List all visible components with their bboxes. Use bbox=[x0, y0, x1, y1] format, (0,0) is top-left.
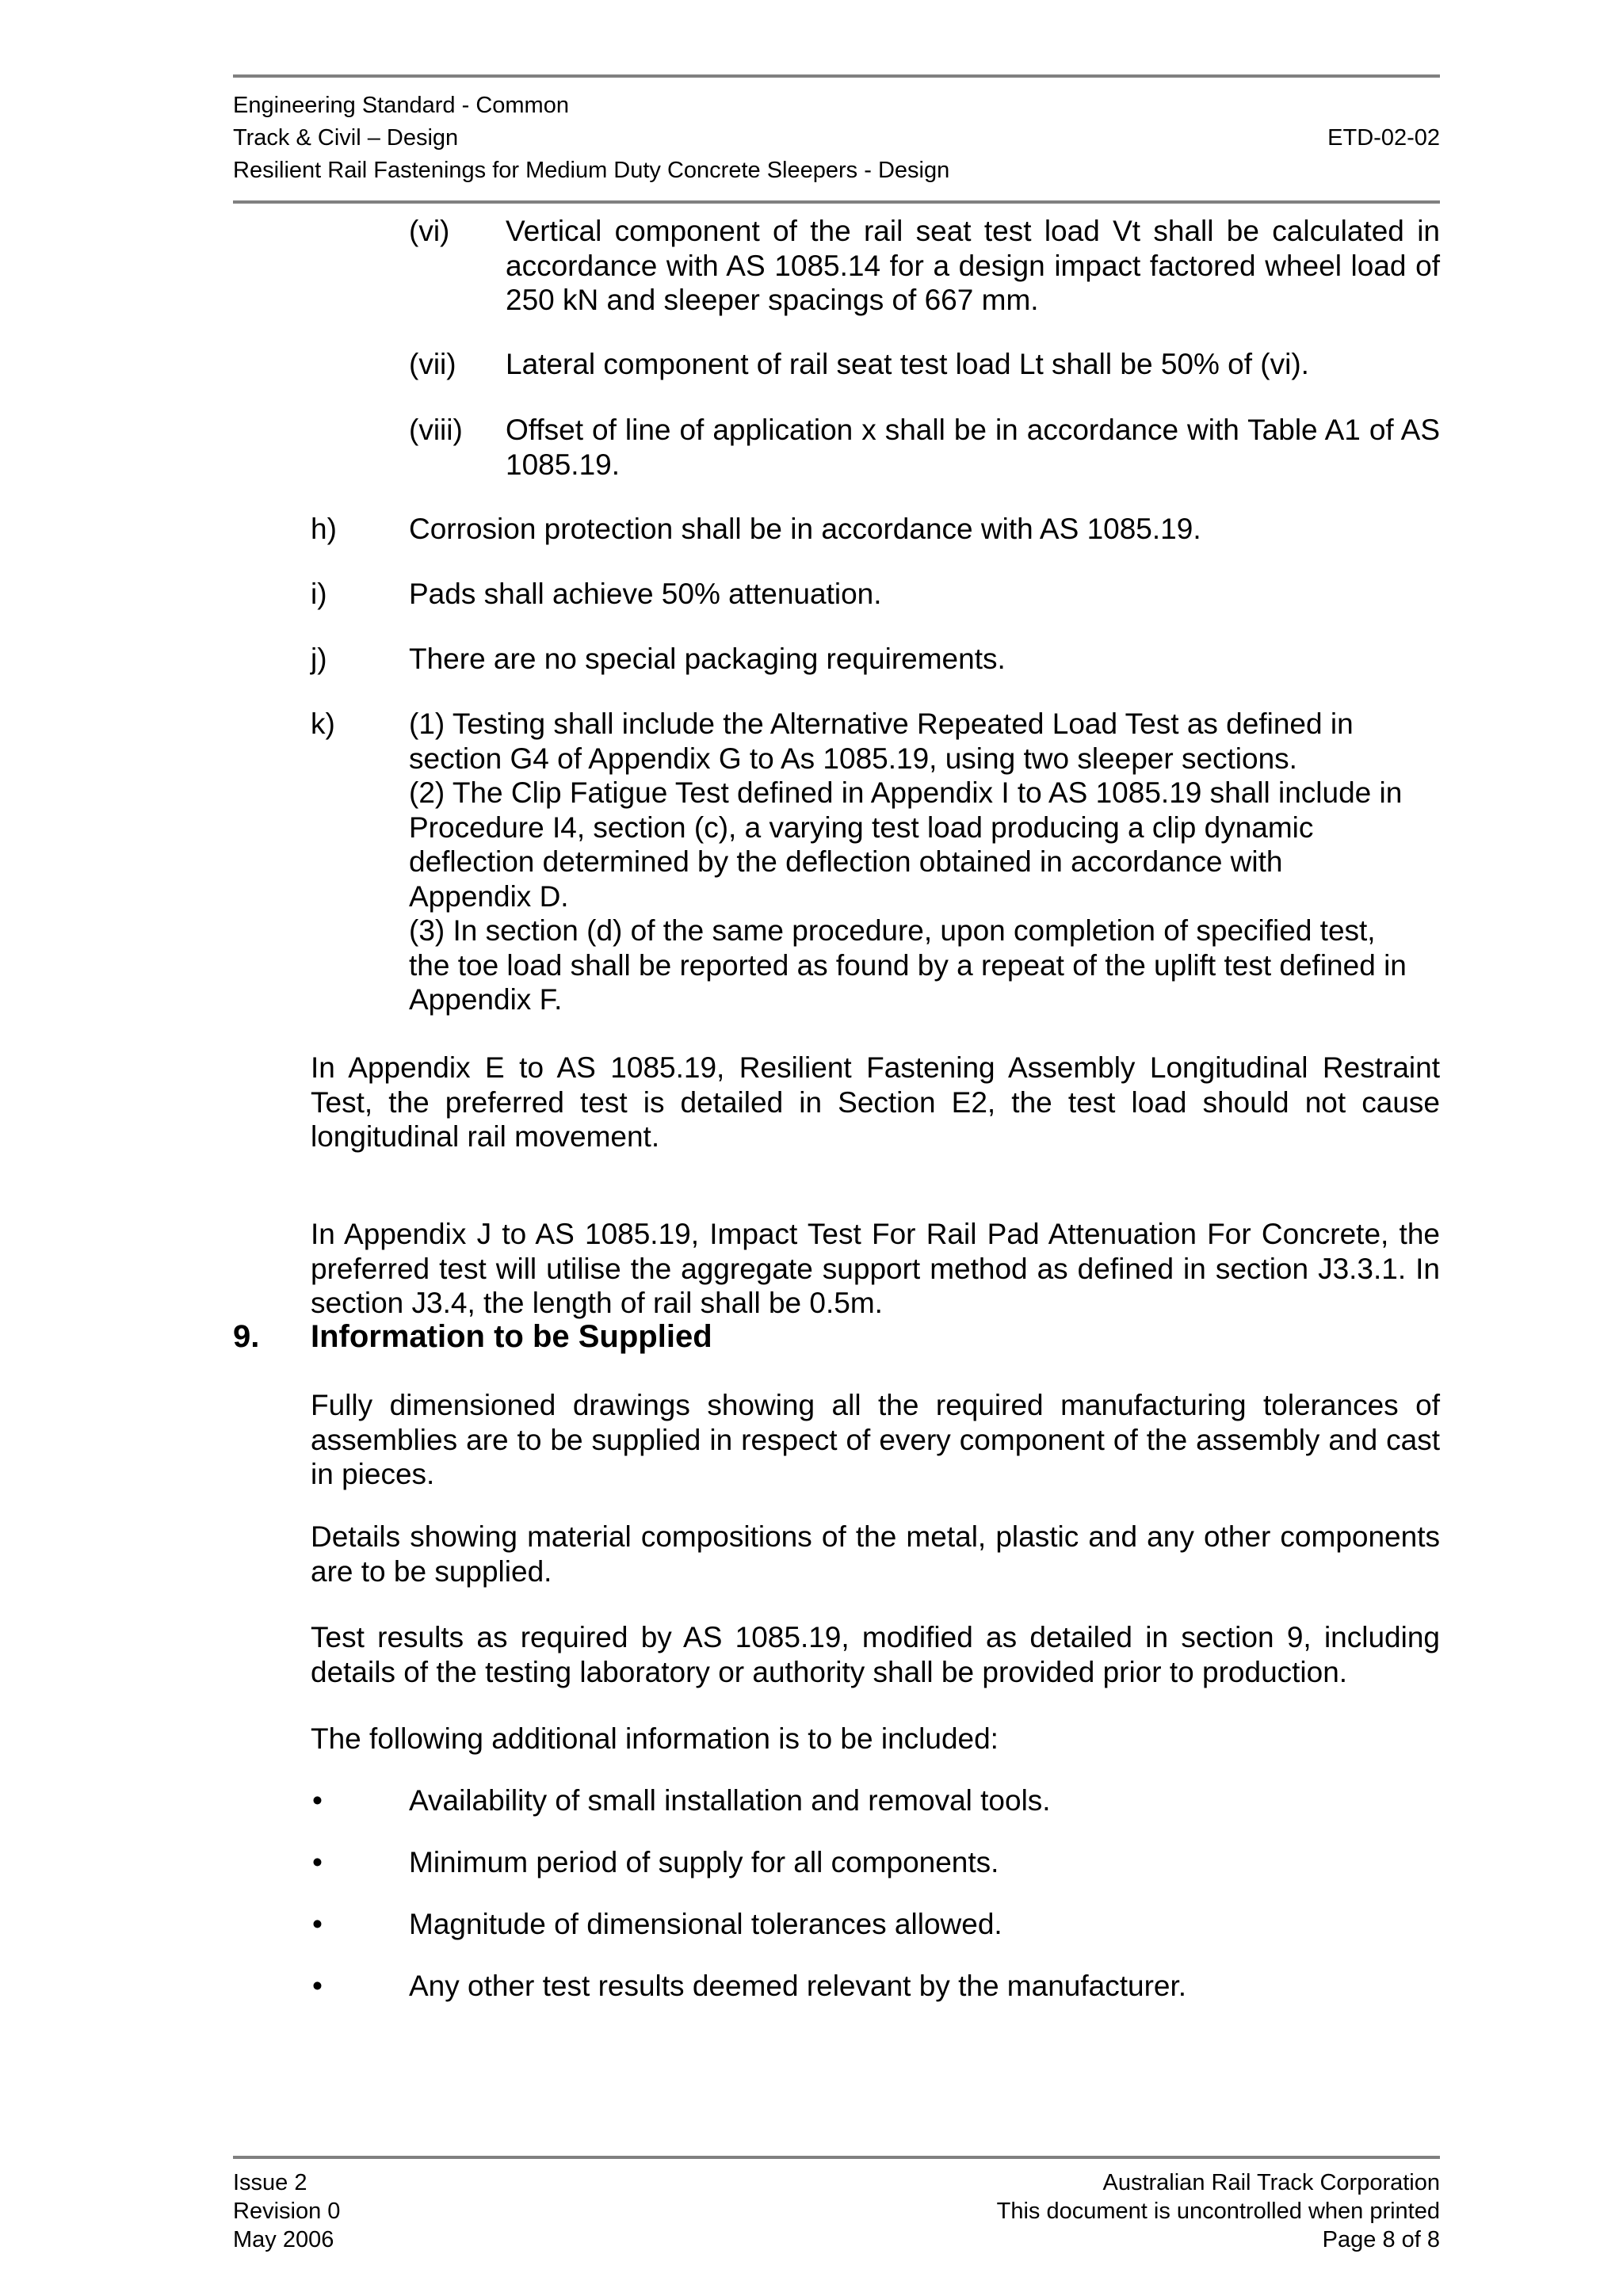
sub-item-label: (vi) bbox=[409, 215, 450, 247]
item-k-line: Procedure I4, section (c), a varying test load producing a clip dynamic bbox=[409, 810, 1314, 844]
item-k-line: the toe load shall be reported as found by a repeat of the uplift test defined in bbox=[409, 948, 1407, 982]
bullet-dot: • bbox=[312, 1970, 323, 2002]
item-k-line: section G4 of Appendix G to As 1085.19, using two sleeper sections. bbox=[409, 742, 1297, 775]
footer-notice: This document is uncontrolled when printed bbox=[996, 2199, 1440, 2224]
bullet-text: Availability of small installation and removal tools. bbox=[409, 1784, 1051, 1817]
section-title: Information to be Supplied bbox=[311, 1319, 712, 1354]
bullet-dot: • bbox=[312, 1846, 323, 1878]
bullet-dot: • bbox=[312, 1908, 323, 1940]
bullet-dot: • bbox=[312, 1784, 323, 1817]
item-text: There are no special packaging requirements. bbox=[409, 643, 1006, 675]
footer-rule bbox=[233, 2156, 1440, 2159]
footer-date: May 2006 bbox=[233, 2227, 334, 2252]
header-top-rule bbox=[233, 74, 1440, 78]
bullet-text: Minimum period of supply for all components. bbox=[409, 1846, 999, 1878]
item-label: h) bbox=[311, 513, 337, 545]
item-k-line: deflection determined by the deflection obtained in accordance with bbox=[409, 845, 1283, 878]
header-bottom-rule bbox=[233, 200, 1440, 204]
sub-item-label: (viii) bbox=[409, 414, 463, 446]
paragraph: The following additional information is to be included: bbox=[311, 1722, 999, 1755]
item-k-line: (2) The Clip Fatigue Test defined in Appendix I to AS 1085.19 shall include in bbox=[409, 776, 1403, 809]
item-k-text bbox=[409, 707, 1440, 1017]
item-text: Pads shall achieve 50% attenuation. bbox=[409, 578, 882, 610]
sub-item-label: (vii) bbox=[409, 348, 456, 380]
item-label: k) bbox=[311, 707, 335, 740]
footer-right bbox=[997, 2168, 1440, 2254]
footer-page-number: Page 8 of 8 bbox=[1322, 2227, 1440, 2252]
paragraph: In Appendix J to AS 1085.19, Impact Test For Rail Pad Attenuation For Concrete, the preferred test will utilise the aggregate support method as defined in section J3.3.1. In section J3.4, the length of rail shall be 0.5m. bbox=[311, 1218, 1440, 1319]
footer-org: Australian Rail Track Corporation bbox=[1102, 2170, 1440, 2195]
paragraph: In Appendix E to AS 1085.19, Resilient Fastening Assembly Longitudinal Restraint Test, the preferred test is detailed in Section E2, the test load should not cause longitudinal rail movement. bbox=[311, 1051, 1440, 1153]
footer-revision: Revision 0 bbox=[233, 2199, 341, 2224]
footer-left bbox=[233, 2168, 340, 2254]
item-label: i) bbox=[311, 578, 327, 610]
item-k-line: (3) In section (d) of the same procedure, upon completion of specified test, bbox=[409, 914, 1376, 947]
bullet-text: Magnitude of dimensional tolerances allowed. bbox=[409, 1908, 1002, 1940]
header-line-2: Track & Civil – Design bbox=[233, 125, 459, 151]
sub-item-text: Offset of line of application x shall be in accordance with Table A1 of AS 1085.19. bbox=[506, 414, 1440, 481]
header-line-3: Resilient Rail Fastenings for Medium Duty Concrete Sleepers - Design bbox=[233, 158, 950, 183]
paragraph: Details showing material compositions of the metal, plastic and any other components are to be supplied. bbox=[311, 1520, 1440, 1588]
paragraph: Fully dimensioned drawings showing all the required manufacturing tolerances of assemblies are to be supplied in respect of every component of the assembly and cast in pieces. bbox=[311, 1389, 1440, 1490]
sub-item-text: Lateral component of rail seat test load Lt shall be 50% of (vi). bbox=[506, 348, 1309, 380]
paragraph: Test results as required by AS 1085.19, modified as detailed in section 9, including details of the testing laboratory or authority shall be provided prior to production. bbox=[311, 1621, 1440, 1688]
item-k-line: Appendix D. bbox=[409, 879, 569, 913]
header-doc-number: ETD-02-02 bbox=[1327, 125, 1440, 151]
header-line-1: Engineering Standard - Common bbox=[233, 93, 569, 118]
footer-issue: Issue 2 bbox=[233, 2170, 307, 2195]
section-number: 9. bbox=[233, 1319, 260, 1354]
sub-item-text: Vertical component of the rail seat test load Vt shall be calculated in accordance with AS 1085.14 for a design impact factored wheel load of 250 kN and sleeper spacings of 667 mm. bbox=[506, 215, 1440, 316]
bullet-text: Any other test results deemed relevant by the manufacturer. bbox=[409, 1970, 1187, 2002]
item-k-line: Appendix F. bbox=[409, 983, 563, 1016]
item-label: j) bbox=[311, 643, 327, 675]
item-text: Corrosion protection shall be in accordance with AS 1085.19. bbox=[409, 513, 1201, 545]
item-k-line: (1) Testing shall include the Alternative Repeated Load Test as defined in bbox=[409, 707, 1354, 740]
